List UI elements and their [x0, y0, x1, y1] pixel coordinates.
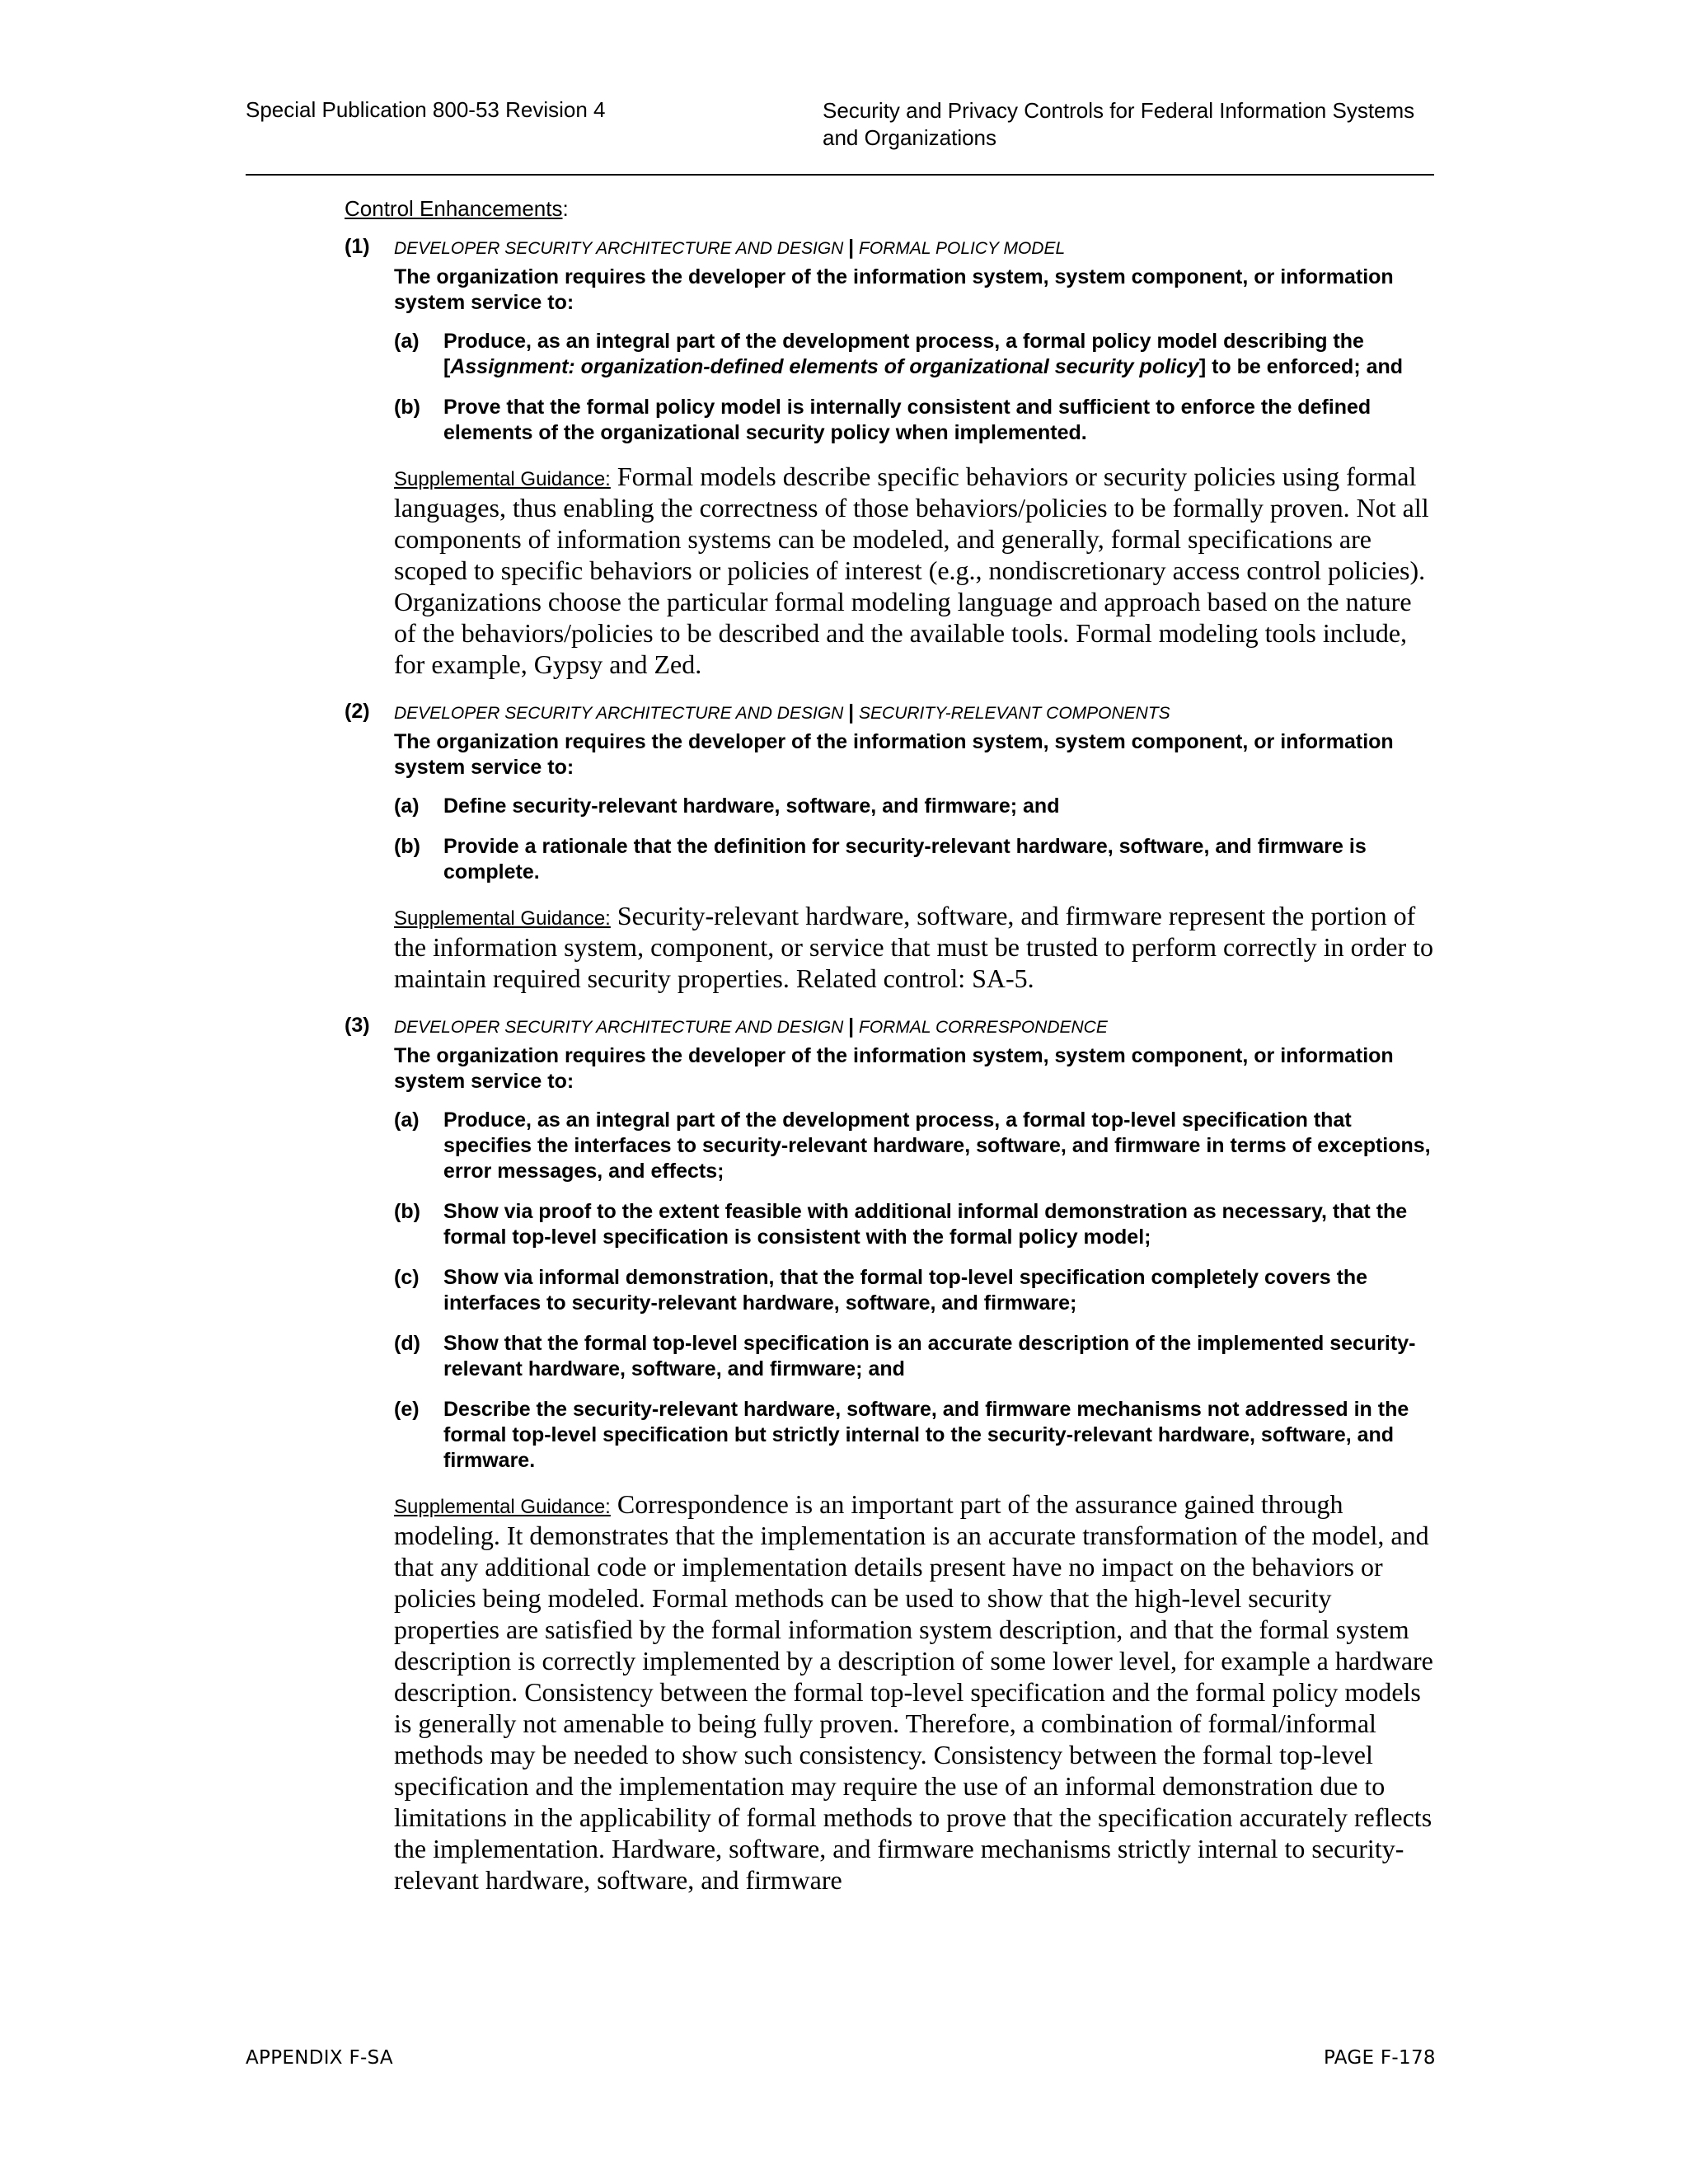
enhancement-title-name: SECURITY-RELEVANT COMPONENTS	[859, 704, 1170, 723]
item-text: Produce, as an integral part of the development process, a formal top-level specification that specifies the interfaces to security-relevant hardware, software, and firmware in terms of exceptions, error messages, and effects;	[443, 1108, 1431, 1183]
requirement-item	[394, 1108, 1436, 1184]
requirement-item	[394, 834, 1436, 885]
enhancement-title	[394, 235, 1436, 261]
control-enhancement	[345, 235, 1436, 680]
item-text: Produce, as an integral part of the development process, a formal policy model describing the [	[443, 330, 1364, 378]
item-letter: (b)	[394, 1200, 420, 1223]
item-text: Show via informal demonstration, that the formal top-level specification completely covers the interfaces to security-relevant hardware, software, and firmware;	[443, 1266, 1368, 1315]
item-text: Show that the formal top-level specification is an accurate description of the implemented security-relevant hardware, software, and firmware; and	[443, 1332, 1416, 1380]
footer-appendix: APPENDIX F-SA	[246, 2047, 393, 2069]
item-letter: (a)	[394, 794, 420, 818]
section-heading-colon: :	[562, 196, 569, 221]
requirement-item	[394, 395, 1436, 446]
enhancement-requirement: The organization requires the developer of the information system, system component, or information system service to:	[394, 730, 1394, 779]
enhancement-title-control: DEVELOPER SECURITY ARCHITECTURE AND DESIGN	[394, 239, 844, 258]
title-separator: |	[848, 701, 855, 724]
title-separator: |	[848, 1015, 855, 1038]
header-title-line2: and Organizations	[823, 125, 997, 150]
requirement-item	[394, 1397, 1436, 1474]
running-header-left: Special Publication 800-53 Revision 4	[246, 97, 606, 122]
supplemental-guidance	[394, 1488, 1436, 1896]
requirement-item	[394, 1331, 1436, 1382]
supplemental-guidance-label: Supplemental Guidance:	[394, 468, 611, 490]
item-text-end: ] to be enforced; and	[1198, 355, 1404, 378]
item-text: Describe the security-relevant hardware, software, and firmware mechanisms not addressed in the formal top-level specification but strictly internal to the security-relevant hardware, software, and firmware.	[443, 1398, 1409, 1472]
requirement-item	[394, 794, 1436, 819]
item-text: Define security-relevant hardware, software, and firmware; and	[443, 794, 1060, 818]
assignment-text: Assignment: organization-defined elements of organizational security policy	[450, 355, 1199, 378]
enhancement-title-name: FORMAL CORRESPONDENCE	[859, 1018, 1108, 1037]
enhancement-title	[394, 700, 1436, 726]
item-letter: (a)	[394, 1108, 420, 1132]
section-heading	[345, 196, 1436, 222]
enhancement-number: (2)	[345, 700, 370, 723]
enhancement-title-control: DEVELOPER SECURITY ARCHITECTURE AND DESIGN	[394, 1018, 844, 1037]
running-header-right	[823, 97, 1449, 152]
header-divider	[246, 174, 1434, 176]
enhancement-requirement: The organization requires the developer of the information system, system component, or information system service to:	[394, 1044, 1394, 1093]
requirement-item	[394, 329, 1436, 380]
item-letter: (d)	[394, 1332, 420, 1355]
requirement-item	[394, 1199, 1436, 1250]
control-enhancement	[345, 700, 1436, 994]
enhancement-number: (1)	[345, 235, 370, 258]
section-heading-text: Control Enhancements	[345, 196, 563, 221]
supplemental-guidance-label: Supplemental Guidance:	[394, 907, 611, 930]
control-enhancement	[345, 1014, 1436, 1896]
item-letter: (c)	[394, 1266, 420, 1289]
item-text: Provide a rationale that the definition for security-relevant hardware, software, and firmware is complete.	[443, 835, 1367, 883]
requirement-item	[394, 1265, 1436, 1316]
header-title-line1: Security and Privacy Controls for Federal Information Systems	[823, 98, 1415, 123]
supplemental-guidance-text: Security-relevant hardware, software, and firmware represent the portion of the information system, component, or service that must be trusted to perform correctly in order to maintain required security properties. Related control: SA-5.	[394, 901, 1433, 993]
enhancement-title	[394, 1014, 1436, 1040]
supplemental-guidance-label: Supplemental Guidance:	[394, 1496, 611, 1518]
supplemental-guidance-text: Formal models describe specific behaviors or security policies using formal languages, thus enabling the correctness of those behaviors/policies to be formally proven. Not all components of information systems can be modeled, and generally, formal specifications are scoped to specific behaviors or policies of interest (e.g., nondiscretionary access control policies). Organizations choose the particular formal modeling language and approach based on the nature of the behaviors/policies to be described and the available tools. Formal modeling tools include, for example, Gypsy and Zed.	[394, 462, 1429, 679]
page-body	[345, 196, 1436, 1915]
item-letter: (b)	[394, 396, 420, 419]
item-text: Show via proof to the extent feasible with additional informal demonstration as necessary, that the formal top-level specification is consistent with the formal policy model;	[443, 1200, 1408, 1249]
footer-page-number: PAGE F-178	[1324, 2047, 1436, 2069]
supplemental-guidance	[394, 461, 1436, 680]
supplemental-guidance	[394, 900, 1436, 994]
item-letter: (e)	[394, 1398, 420, 1421]
item-text: Prove that the formal policy model is internally consistent and sufficient to enforce the defined elements of the organizational security policy when implemented.	[443, 396, 1372, 444]
supplemental-guidance-text: Correspondence is an important part of the assurance gained through modeling. It demonstrates that the implementation is an accurate transformation of the model, and that any additional code or implementation details present have no impact on the behaviors or policies being modeled. Formal methods can be used to show that the high-level security properties are satisfied by the formal information system description, and that the formal system description is correctly implemented by a description of some lower level, for example a hardware description. Consistency between the formal top-level specification and the formal policy models is generally not amenable to being fully proven. Therefore, a combination of formal/informal methods may be needed to show such consistency. Consistency between the formal top-level specification and the implementation may require the use of an informal demonstration due to limitations in the applicability of formal methods to prove that the specification accurately reflects the implementation. Hardware, software, and firmware mechanisms strictly internal to security-relevant hardware, software, and firmware	[394, 1489, 1433, 1895]
enhancement-title-control: DEVELOPER SECURITY ARCHITECTURE AND DESIGN	[394, 704, 844, 723]
item-letter: (a)	[394, 330, 420, 353]
enhancement-number: (3)	[345, 1014, 370, 1037]
item-letter: (b)	[394, 835, 420, 858]
enhancement-title-name: FORMAL POLICY MODEL	[859, 239, 1066, 258]
title-separator: |	[848, 236, 855, 259]
enhancement-requirement: The organization requires the developer of the information system, system component, or information system service to:	[394, 265, 1394, 314]
